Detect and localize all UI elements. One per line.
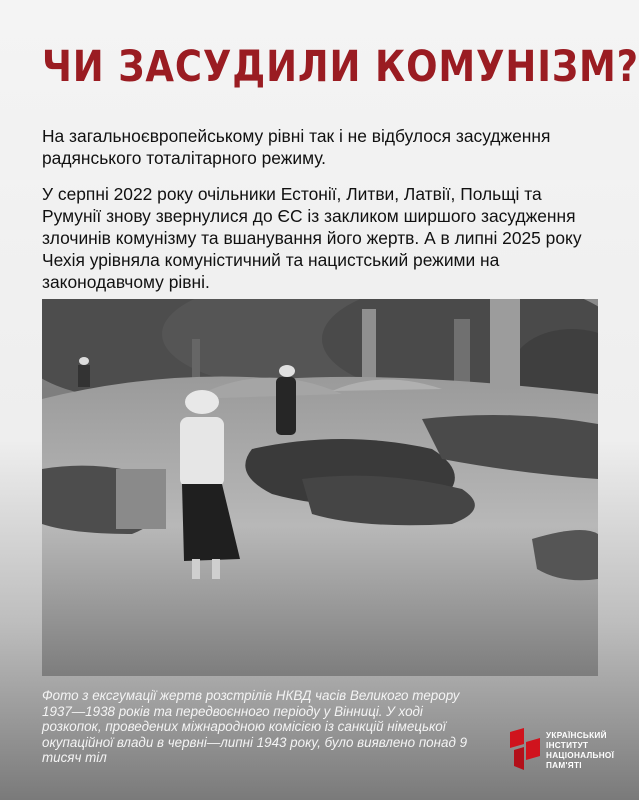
logo-line: ІНСТИТУТ (546, 741, 589, 750)
uinp-logo-text (546, 731, 636, 771)
intro-paragraph: На загальноєвропейському рівні так і не відбулося засудження радянського тоталітарного режиму. (42, 126, 551, 168)
logo-line: НАЦІОНАЛЬНОЇ (546, 751, 615, 760)
logo-line: УКРАЇНСЬКИЙ (546, 731, 607, 740)
exhumation-photo-illustration (42, 299, 598, 676)
uinp-logo-icon (510, 728, 540, 770)
logo-line: ПАМ'ЯТІ (546, 761, 582, 770)
historical-photo (42, 299, 598, 676)
photo-caption: Фото з ексгумації жертв розстрілів НКВД часів Великого терору 1937—1938 років та передвоєнного періоду у Вінниці. У ході розкопок, проведених міжнародною комісією із санкцій німецької окупаційної влади в червні—липні 1943 року, було виявлено понад 9 тисяч тіл (42, 688, 468, 765)
page-title: ЧИ ЗАСУДИЛИ КОМУНІЗМ? (42, 42, 639, 92)
body-paragraph: У серпні 2022 року очільники Естонії, Литви, Латвії, Польщі та Румунії знову звернулися до ЄС із закликом ширшого засудження злочинів комунізму та вшанування його жертв. А в липні 2025 року Чехія урівняла комуністичний та нацистський режими на законодавчому рівні. (42, 184, 582, 292)
